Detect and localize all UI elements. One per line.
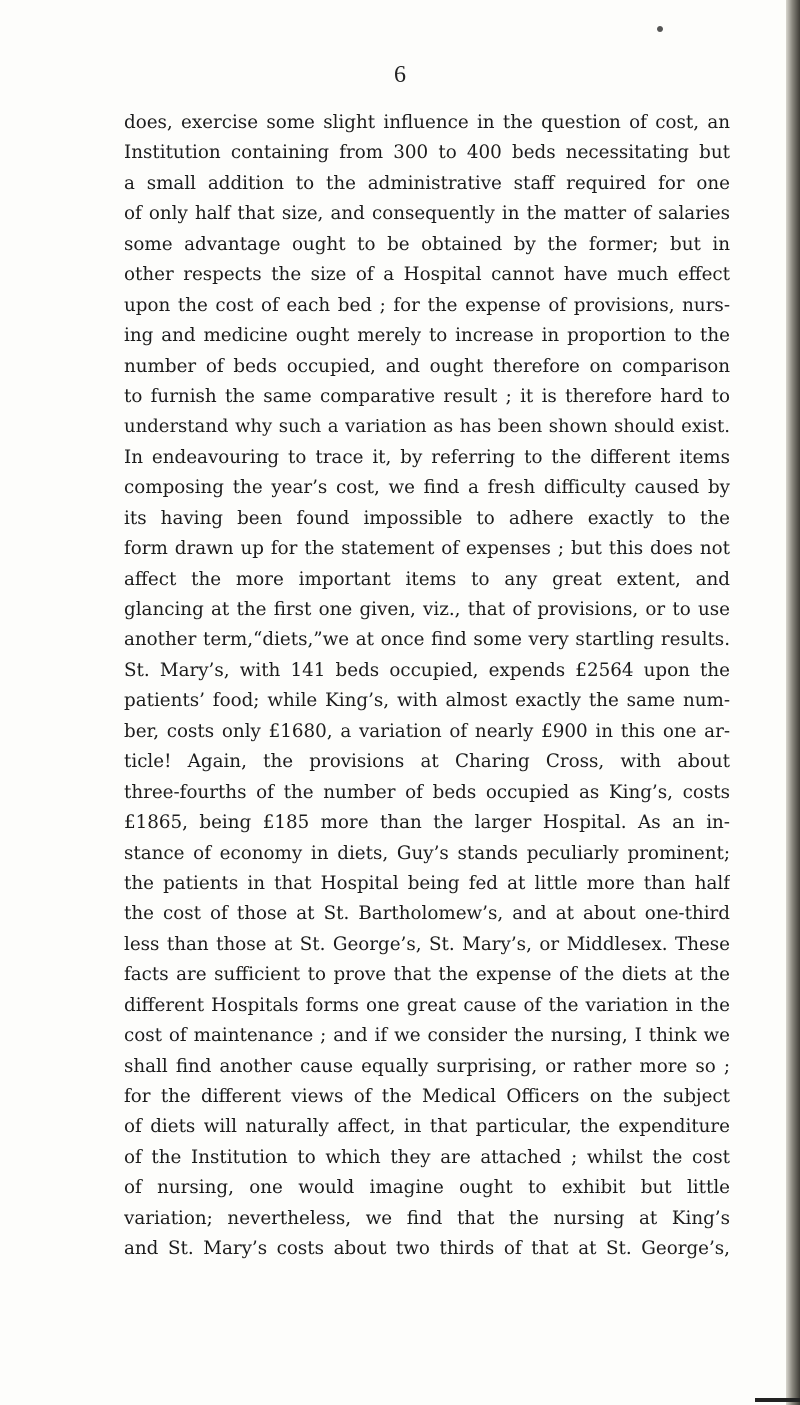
text-line: ticle! Again, the provisions at Charing Cross, with about <box>124 751 730 773</box>
text-line: glancing at the first one given, viz., that of provisions, or to use <box>124 599 730 620</box>
body-text <box>124 108 730 1265</box>
text-line: of nursing, one would imagine ought to exhibit but little <box>124 1177 730 1199</box>
text-line: facts are sufficient to prove that the expense of the diets at the <box>124 964 730 986</box>
text-line: St. Mary’s, with 141 beds occupied, expends £2564 upon the <box>124 659 730 681</box>
text-line: of the Institution to which they are attached ; whilst the cost <box>124 1146 730 1168</box>
bottom-rule <box>755 1398 800 1402</box>
page-binding-edge <box>786 0 800 1405</box>
ink-spot <box>657 26 663 32</box>
text-line: to furnish the same comparative result ; it is therefore hard to <box>124 385 730 407</box>
text-line: some advantage ought to be obtained by the former; but in <box>124 233 730 255</box>
text-line: stance of economy in diets, Guy’s stands peculiarly prominent; <box>124 842 730 864</box>
text-line: of only half that size, and consequently in the matter of salaries <box>124 203 730 225</box>
text-line: £1865, being £185 more than the larger Hospital. As an in- <box>124 812 730 834</box>
text-line: another term,“diets,”we at once find some very startling results. <box>124 629 730 651</box>
text-line: less than those at St. George’s, St. Mary’s, or Middlesex. These <box>124 933 730 955</box>
text-line: patients’ food; while King’s, with almost exactly the same num- <box>124 690 730 712</box>
text-line: does, exercise some slight influence in the question of cost, an <box>124 112 730 133</box>
text-line: its having been found impossible to adhere exactly to the <box>124 507 730 529</box>
text-line: In endeavouring to trace it, by referring to the different items <box>124 446 730 468</box>
text-line: and St. Mary’s costs about two thirds of that at St. George’s, <box>124 1238 730 1260</box>
text-line: for the different views of the Medical Officers on the subject <box>124 1086 730 1107</box>
text-line: affect the more important items to any great extent, and <box>124 568 730 590</box>
text-line: form drawn up for the statement of expenses ; but this does not <box>124 538 730 560</box>
text-line: number of beds occupied, and ought therefore on comparison <box>124 355 730 377</box>
text-line: other respects the size of a Hospital cannot have much effect <box>124 264 730 286</box>
text-line: three-fourths of the number of beds occupied as King’s, costs <box>124 781 730 803</box>
text-line: cost of maintenance ; and if we consider the nursing, I think we <box>124 1025 730 1047</box>
text-line: understand why such a variation as has been shown should exist. <box>124 416 730 438</box>
text-line: different Hospitals forms one great cause of the variation in the <box>124 994 730 1016</box>
text-line: a small addition to the administrative staff required for one <box>124 172 730 194</box>
text-line: the patients in that Hospital being fed at little more than half <box>124 872 730 894</box>
page-number: 6 <box>394 62 406 88</box>
text-line: upon the cost of each bed ; for the expense of provisions, nurs- <box>124 294 730 316</box>
text-line: variation; nevertheless, we find that the nursing at King’s <box>124 1207 730 1229</box>
text-line: of diets will naturally affect, in that particular, the expenditure <box>124 1116 730 1138</box>
text-line: ber, costs only £1680, a variation of nearly £900 in this one ar- <box>124 720 730 742</box>
text-line: ing and medicine ought merely to increase in proportion to the <box>124 325 730 347</box>
text-line: shall find another cause equally surprising, or rather more so ; <box>124 1055 730 1077</box>
text-line: Institution containing from 300 to 400 beds necessitating but <box>124 142 730 164</box>
text-line: the cost of those at St. Bartholomew’s, and at about one-third <box>124 903 730 925</box>
text-line: composing the year’s cost, we find a fresh difficulty caused by <box>124 477 730 499</box>
